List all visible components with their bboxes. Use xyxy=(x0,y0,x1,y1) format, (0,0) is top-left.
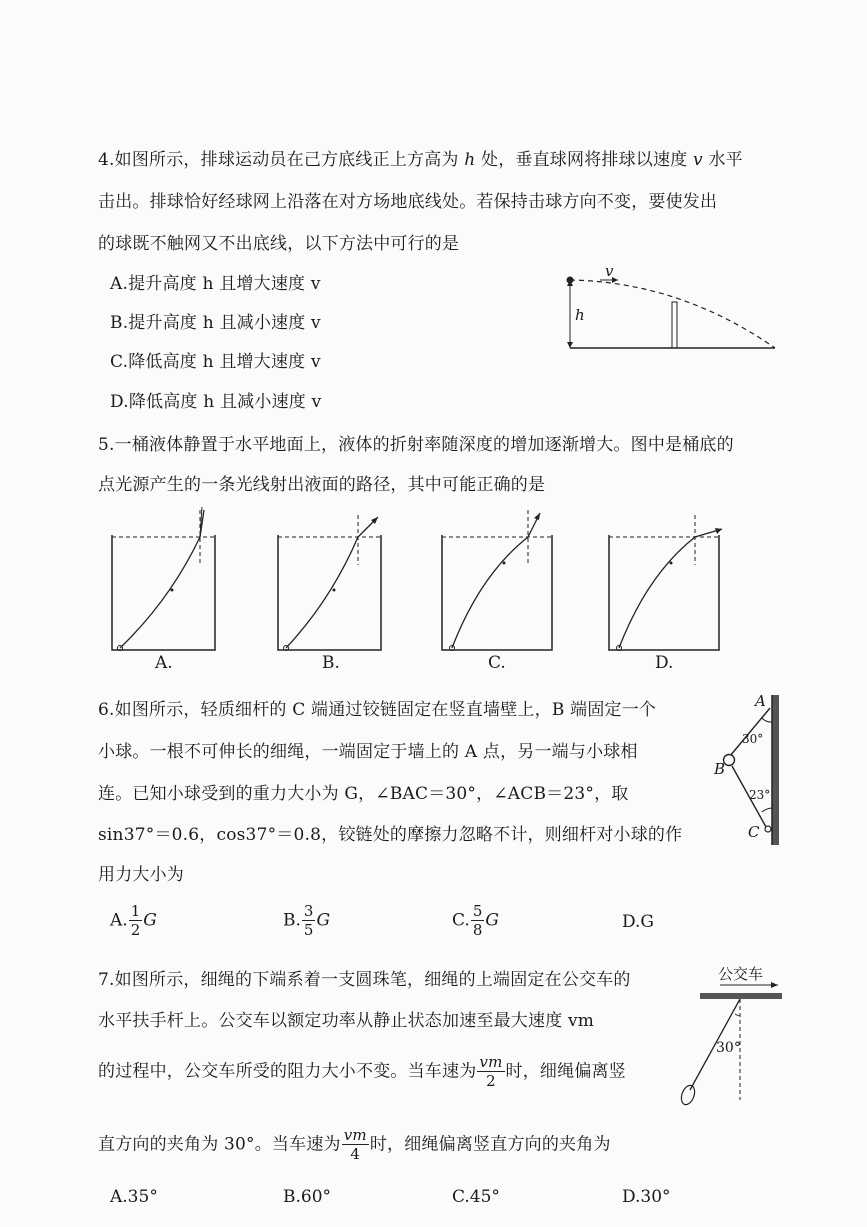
q5-line-1: 5.一桶液体静置于水平地面上，液体的折射率随深度的增加逐渐增大。图中是桶底的 xyxy=(98,435,734,455)
q6-label-30: 30° xyxy=(742,732,764,746)
q5-label-a: A. xyxy=(155,653,173,673)
q6-label-C: C xyxy=(748,823,760,841)
q7-line-3: 的过程中，公交车所受的阻力大小不变。当车速为 $\frac{vm}{2}$ 时，细绳偏离竖 xyxy=(98,1053,626,1090)
q5-figure-c xyxy=(440,505,560,655)
q5-figure-d xyxy=(607,505,732,655)
q6-option-d: D.G xyxy=(622,912,655,932)
q7-option-d: D.30° xyxy=(622,1187,671,1207)
q4-var-h: h xyxy=(464,150,476,170)
q4-option-a: A.提升高度 h 且增大速度 v xyxy=(110,274,321,294)
q6-line-4: sin37°＝0.6，cos37°＝0.8，铰链处的摩擦力忽略不计，则细杆对小球的作 xyxy=(98,825,683,845)
q4-fig-v-label: v xyxy=(605,262,614,280)
q7-option-c: C.45° xyxy=(452,1187,500,1207)
q5-label-b: B. xyxy=(322,653,340,673)
q6-option-b: B. $\frac{3}{5}$ G xyxy=(283,902,331,939)
q4-line-1b: 处，垂直球网将排球以速度 xyxy=(481,150,688,170)
q7-angle-label: 30° xyxy=(716,1040,741,1056)
q7-bus-label: 公交车 xyxy=(718,965,764,983)
q6-label-23: 23° xyxy=(749,788,771,802)
q6-label-A: A xyxy=(755,692,766,710)
q5-figure-b xyxy=(276,505,386,655)
q6-option-a: A. $\frac{1}{2}$ G xyxy=(110,902,157,939)
q6-line-2: 小球。一根不可伸长的细绳，一端固定于墙上的 A 点，另一端与小球相 xyxy=(98,742,638,762)
q5-label-d: D. xyxy=(655,653,674,673)
q5-label-c: C. xyxy=(488,653,506,673)
q4-volleyball-figure xyxy=(560,268,790,358)
q4-line-3: 的球既不触网又不出底线，以下方法中可行的是 xyxy=(98,234,460,254)
q7-option-b: B.60° xyxy=(283,1187,332,1207)
q4-line-2: 击出。排球恰好经球网上沿落在对方场地底线处。若保持击球方向不变，要使发出 xyxy=(98,192,718,212)
q7-line-1: 7.如图所示，细绳的下端系着一支圆珠笔，细绳的上端固定在公交车的 xyxy=(98,970,631,990)
q6-line-1: 6.如图所示，轻质细杆的 C 端通过铰链固定在竖直墙壁上，B 端固定一个 xyxy=(98,700,657,720)
q4-line-1 xyxy=(98,145,743,170)
q4-option-b: B.提升高度 h 且减小速度 v xyxy=(110,313,321,333)
q7-line-2: 水平扶手杆上。公交车以额定功率从静止状态加速至最大速度 vm xyxy=(98,1011,595,1031)
q4-option-d: D.降低高度 h 且减小速度 v xyxy=(110,392,322,412)
q4-var-v: v xyxy=(693,150,703,170)
q6-line-3: 连。已知小球受到的重力大小为 G，∠BAC＝30°，∠ACB＝23°，取 xyxy=(98,784,629,804)
q4-line-1c: 水平 xyxy=(708,150,743,170)
q4-line-1a: 4.如图所示，排球运动员在己方底线正上方高为 xyxy=(98,150,459,170)
q7-option-a: A.35° xyxy=(110,1187,158,1207)
q6-option-c: C. $\frac{5}{8}$ G xyxy=(452,902,499,939)
q6-label-B: B xyxy=(714,760,726,778)
q4-option-c: C.降低高度 h 且增大速度 v xyxy=(110,352,321,372)
q6-line-5: 用力大小为 xyxy=(98,865,184,885)
q7-line-4: 直方向的夹角为 30°。当车速为 $\frac{vm}{4}$ 时，细绳偏离竖直方向的夹角为 xyxy=(98,1126,611,1163)
q5-figure-a xyxy=(110,505,220,655)
q5-line-2: 点光源产生的一条光线射出液面的路径，其中可能正确的是 xyxy=(98,475,546,495)
q4-fig-h-label: h xyxy=(575,306,585,324)
